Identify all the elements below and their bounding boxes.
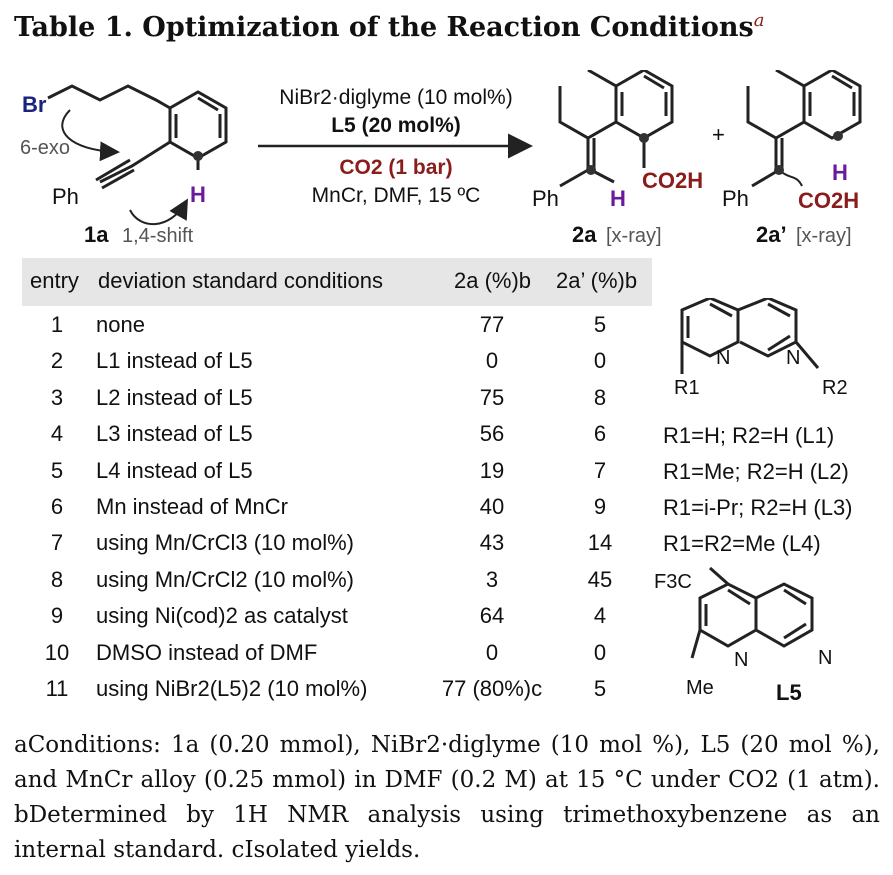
n-label-l5-1: N xyxy=(734,649,749,671)
l5-ligand-structure xyxy=(692,568,812,658)
condition-catalyst: NiBr2·diglyme (10 mol%) xyxy=(279,86,513,109)
condition-ligand: L5 (20 mol%) xyxy=(331,114,461,137)
header-deviation: deviation standard conditions xyxy=(98,268,383,293)
cell-deviation: L4 instead of L5 xyxy=(96,457,253,483)
table-row xyxy=(0,458,660,494)
table-row xyxy=(0,530,660,566)
header-entry: entry xyxy=(30,268,79,293)
co2h-label-2a: CO2H xyxy=(642,168,704,193)
me-label: Me xyxy=(686,677,714,699)
table-row xyxy=(0,312,660,348)
ligand-legend xyxy=(663,418,853,562)
cell-2a-prime-yield: 45 xyxy=(587,566,613,592)
cell-deviation: L1 instead of L5 xyxy=(96,348,253,374)
table-row xyxy=(0,348,660,384)
cell-2a-prime-yield: 5 xyxy=(593,676,607,701)
xray-label-2ap: [x-ray] xyxy=(796,225,852,247)
cell-2a-yield: 77 xyxy=(479,312,505,337)
reaction-scheme xyxy=(0,70,893,260)
cell-entry: 7 xyxy=(50,530,64,556)
cell-entry: 11 xyxy=(45,676,69,701)
table-title-text: Table 1. Optimization of the Reaction Conditions xyxy=(14,12,754,43)
n-label-2: N xyxy=(786,347,801,369)
cell-entry: 5 xyxy=(50,457,64,483)
cell-deviation: none xyxy=(96,312,145,337)
br-label: Br xyxy=(22,92,47,117)
header-2a-prime: 2a’ (%)b xyxy=(556,268,638,293)
cell-deviation: using Mn/CrCl2 (10 mol%) xyxy=(96,566,354,592)
legend-l1: R1=H; R2=H (L1) xyxy=(663,423,835,448)
cell-2a-prime-yield: 6 xyxy=(593,421,607,447)
cell-2a-yield: 77 (80%)c xyxy=(441,676,543,701)
cell-entry: 3 xyxy=(50,384,64,410)
cell-deviation: using Ni(cod)2 as catalyst xyxy=(96,603,348,629)
n-label-l5-2: N xyxy=(818,647,833,669)
r2-label: R2 xyxy=(822,377,848,399)
r1-label: R1 xyxy=(674,377,700,399)
cell-2a-yield: 0 xyxy=(485,639,499,665)
cell-2a-yield: 43 xyxy=(479,530,505,556)
header-2a: 2a (%)b xyxy=(454,268,532,293)
cell-2a-yield: 40 xyxy=(479,494,505,519)
cell-deviation: DMSO instead of DMF xyxy=(96,639,318,665)
cell-entry: 10 xyxy=(44,639,70,665)
co2h-label-2ap: CO2H xyxy=(798,188,860,213)
cell-2a-prime-yield: 4 xyxy=(593,603,607,629)
table-row xyxy=(0,385,660,421)
cell-deviation: using Mn/CrCl3 (10 mol%) xyxy=(96,530,354,556)
cell-2a-yield: 64 xyxy=(479,603,505,629)
cell-deviation: using NiBr2(L5)2 (10 mol%) xyxy=(96,676,368,701)
cell-2a-prime-yield: 7 xyxy=(593,457,607,483)
h-label-1a: H xyxy=(190,182,206,207)
cell-2a-prime-yield: 0 xyxy=(593,348,607,374)
table-row xyxy=(0,676,660,712)
n-label-1: N xyxy=(716,347,731,369)
legend-l3: R1=i-Pr; R2=H (L3) xyxy=(663,495,853,520)
compound-1a-label: 1a xyxy=(84,222,109,247)
ph-label-1a: Ph xyxy=(52,184,79,209)
ph-label-2a: Ph xyxy=(532,186,559,211)
cell-deviation: L2 instead of L5 xyxy=(96,384,253,410)
table-footnote: aConditions: 1a (0.20 mmol), NiBr2·diglyme (10 mol %), L5 (20 mol %), and MnCr alloy (0.25 mmol) in DMF (0.2 M) at 15 °C under CO2 (1 atm). bDetermined by 1H NMR analysis using trimethoxybenzene as an internal standard. cIsolated yields. xyxy=(14,732,880,863)
table-row xyxy=(0,494,660,530)
cell-deviation: Mn instead of MnCr xyxy=(96,494,288,519)
product-2ap-label: 2a’ xyxy=(756,222,787,247)
cell-2a-prime-yield: 5 xyxy=(593,312,607,337)
cell-entry: 8 xyxy=(50,566,64,592)
table-title xyxy=(14,10,764,43)
cell-2a-prime-yield: 0 xyxy=(593,639,607,665)
legend-l2: R1=Me; R2=H (L2) xyxy=(663,459,849,484)
product-2a-label: 2a xyxy=(572,222,597,247)
cell-2a-yield: 0 xyxy=(485,348,499,374)
cell-2a-yield: 3 xyxy=(485,566,499,592)
l5-label: L5 xyxy=(776,680,802,705)
plus-sign: + xyxy=(712,122,725,147)
cell-2a-yield: 75 xyxy=(479,384,505,410)
cell-2a-prime-yield: 8 xyxy=(593,384,607,410)
condition-co2: CO2 (1 bar) xyxy=(339,156,453,179)
f3c-label: F3C xyxy=(654,571,692,593)
legend-l4: R1=R2=Me (L4) xyxy=(663,531,821,556)
cell-2a-yield: 19 xyxy=(479,457,505,483)
cell-entry: 9 xyxy=(50,603,64,629)
cell-entry: 6 xyxy=(50,494,64,519)
cell-2a-yield: 56 xyxy=(479,421,505,447)
table-row xyxy=(0,567,660,603)
h-label-2a: H xyxy=(610,186,626,211)
cell-entry: 4 xyxy=(50,421,64,447)
exo-label: 6-exo xyxy=(20,137,71,159)
table-row xyxy=(0,421,660,457)
cell-entry: 1 xyxy=(50,312,64,337)
shift-label: 1,4-shift xyxy=(122,225,194,247)
xray-label-2a: [x-ray] xyxy=(606,225,662,247)
ph-label-2ap: Ph xyxy=(722,186,749,211)
cell-2a-prime-yield: 9 xyxy=(593,494,607,519)
cell-entry: 2 xyxy=(50,348,64,374)
cell-deviation: L3 instead of L5 xyxy=(96,421,253,447)
h-label-2ap: H xyxy=(832,160,848,185)
table-row xyxy=(0,640,660,676)
table-row xyxy=(0,603,660,639)
condition-reductant: MnCr, DMF, 15 ºC xyxy=(311,184,481,207)
title-footnote-mark: a xyxy=(753,10,765,31)
cell-2a-prime-yield: 14 xyxy=(587,530,613,556)
